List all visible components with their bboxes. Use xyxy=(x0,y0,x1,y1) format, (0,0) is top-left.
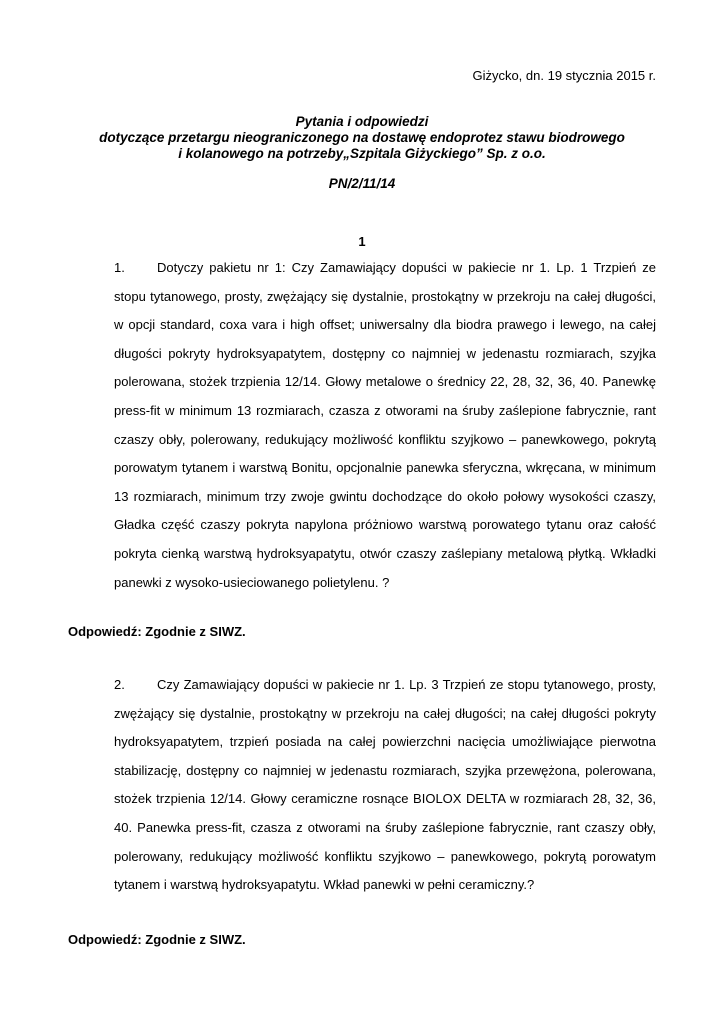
package-number: 1 xyxy=(358,234,366,249)
title-line-3: i kolanowego na potrzeby„Szpitala Giżyckiego” Sp. z o.o. xyxy=(178,146,546,161)
answer-1: Odpowiedź: Zgodnie z SIWZ. xyxy=(68,624,246,639)
document-date: Giżycko, dn. 19 stycznia 2015 r. xyxy=(472,68,656,83)
title-line-2: dotyczące przetargu nieograniczonego na dostawę endoprotez stawu biodrowego xyxy=(99,130,625,145)
document-title xyxy=(40,114,684,192)
answer-2: Odpowiedź: Zgodnie z SIWZ. xyxy=(68,932,246,947)
question-number: 1. xyxy=(114,260,125,275)
tender-reference: PN/2/11/14 xyxy=(328,176,396,191)
question-text: Dotyczy pakietu nr 1: Czy Zamawiający dopuści w pakiecie nr 1. Lp. 1 Trzpień ze stopu tytanowego, prosty, zwężający się dystalnie, prostokątny w przekroju na całej długości, w opcji standard, coxa vara i high offset; uniwersalny dla biodra prawego i lewego, na całej długości pokryty hydroksyapatytem, dostępny co najmniej w jedenastu rozmiarach, szyjka polerowana, stożek trzpienia 12/14. Głowy metalowe o średnicy 22, 28, 32, 36, 40. Panewkę press-fit w minimum 13 rozmiarach, czasza z otworami na śruby zaślepione fabrycznie, rant czaszy obły, polerowany, redukujący możliwość konfliktu szyjkowo – panewkowego, pokrytą porowatym tytanem i warstwą Bonitu, opcjonalnie panewka sferyczna, wkręcana, w minimum 13 rozmiarach, minimum trzy zwoje gwintu dochodzące do około połowy wysokości czaszy, Gładka część czaszy pokryta napylona próżniowo warstwą porowatego tytanu oraz całość pokryta cienką warstwą hydroksyapatytu, otwór czaszy zaślepiany metalową płytką. Wkładki panewki z wysoko-usieciowanego polietylenu. ? xyxy=(114,260,656,590)
question-2 xyxy=(114,671,656,900)
question-text: Czy Zamawiający dopuści w pakiecie nr 1. Lp. 3 Trzpień ze stopu tytanowego, prosty, zwężający się dystalnie, prostokątny w przekroju na całej długości; na całej długości pokryty hydroksyapatytem, trzpień posiada na całej powierzchni nacięcia umożliwiające pierwotna stabilizację, dostępny co najmniej w jedenastu rozmiarach, szyjka przewężona, polerowana, stożek trzpienia 12/14. Głowy ceramiczne rosnące BIOLOX DELTA w rozmiarach 28, 32, 36, 40. Panewka press-fit, czasza z otworami na śruby zaślepione fabrycznie, rant czaszy obły, polerowany, redukujący możliwość konfliktu szyjkowo – panewkowego, pokrytą porowatym tytanem i warstwą hydroksyapatytu. Wkład panewki w pełni ceramiczny.? xyxy=(114,677,656,893)
question-number: 2. xyxy=(114,677,125,692)
question-1 xyxy=(114,254,656,597)
title-line-1: Pytania i odpowiedzi xyxy=(295,114,429,129)
